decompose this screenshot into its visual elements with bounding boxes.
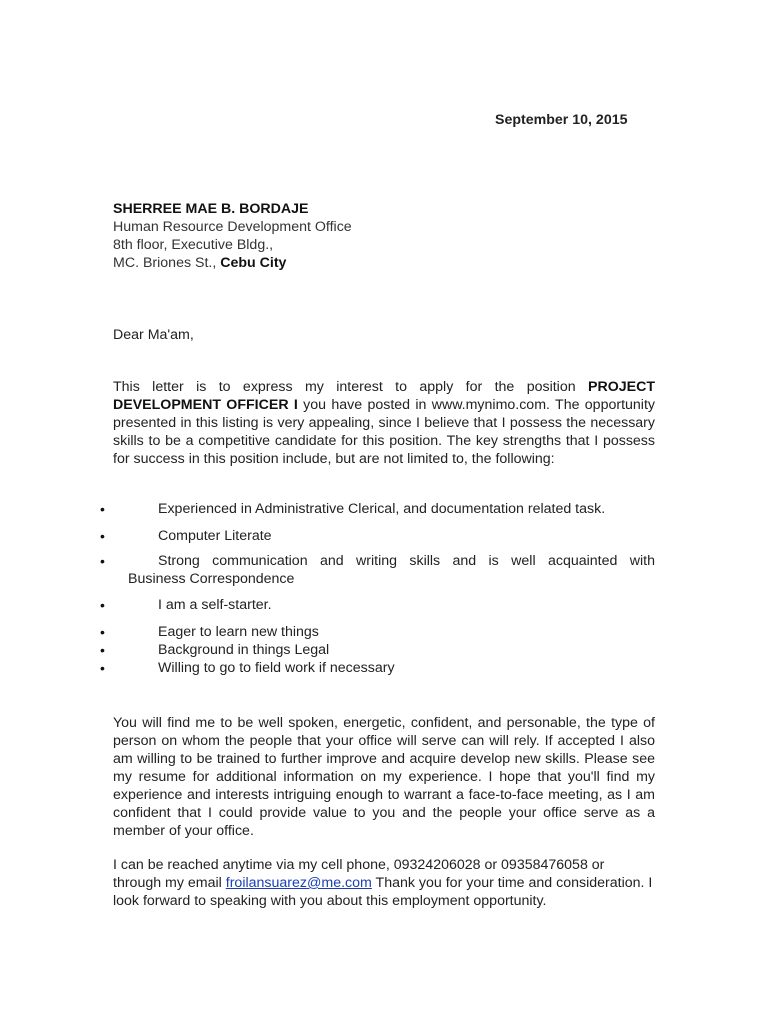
list-item-text: Willing to go to field work if necessary (158, 660, 395, 676)
list-item (100, 552, 655, 596)
list-item-text: Background in things Legal (158, 642, 330, 658)
list-item (100, 659, 655, 677)
list-item (100, 596, 655, 623)
list-item-text: I am a self-starter. (158, 597, 272, 613)
contact-paragraph (113, 856, 655, 910)
bullet-icon: • (100, 642, 105, 658)
recipient-name: SHERREE MAE B. BORDAJE (113, 201, 309, 217)
salutation: Dear Ma'am, (113, 327, 194, 343)
list-item-continuation: Business Correspondence (128, 571, 295, 587)
list-item (100, 500, 655, 527)
recipient-block (113, 200, 673, 272)
intro-rest: you have posted in www.mynimo.com. The opportunity presented in this listing is very appealing, since I believe that I possess the necessary skills to be a competitive candidate for this position. The key strengths that I possess for success in this position include, but are not limited to, the following: (113, 397, 655, 467)
contact-text: I can be reached anytime via my cell phone, 09324206028 or 09358476058 or through my email (113, 857, 605, 891)
list-item-text: Computer Literate (158, 528, 272, 544)
recipient-city: Cebu City (220, 255, 287, 271)
recipient-street: MC. Briones St., (113, 255, 221, 271)
recipient-building: 8th floor, Executive Bldg., (113, 237, 274, 253)
bullet-icon: • (100, 553, 105, 569)
bullet-icon: • (100, 624, 105, 640)
recipient-office: Human Resource Development Office (113, 219, 352, 235)
bullet-icon: • (100, 528, 105, 544)
intro-paragraph (113, 378, 655, 468)
letter-date: September 10, 2015 (495, 112, 628, 128)
list-item (100, 527, 655, 552)
list-item (100, 623, 655, 641)
bullet-icon: • (100, 660, 105, 676)
bullet-icon: • (100, 597, 105, 613)
qualities-paragraph: You will find me to be well spoken, energetic, confident, and personable, the type of person on whom the people that your office will serve can will rely. If accepted I also am willing to be trained to further improve and acquire develop new skills. Please see my resume for additional information on my experience. I hope that you'll find my experience and interests intriguing enough to warrant a face-to-face meeting, as I am confident that I could provide value to you and the people your office serve as a member of your office. (113, 715, 655, 839)
list-item-text: Strong communication and writing skills and is well acquainted with (158, 553, 655, 569)
list-item-text: Eager to learn new things (158, 624, 319, 640)
list-item-text: Experienced in Administrative Clerical, and documentation related task. (158, 501, 606, 517)
closing-text: Thank you for your time and consideration. I look forward to speaking with you about this employment opportunity. (113, 875, 653, 909)
strengths-list (100, 500, 655, 677)
bullet-icon: • (100, 501, 105, 517)
email-link[interactable]: froilansuarez@me.com (225, 875, 372, 891)
recipient-address (113, 254, 673, 272)
position-title: PROJECT DEVELOPMENT OFFICER I (113, 379, 655, 413)
list-item (100, 641, 655, 659)
intro-text: This letter is to express my interest to apply for the position (113, 379, 588, 395)
